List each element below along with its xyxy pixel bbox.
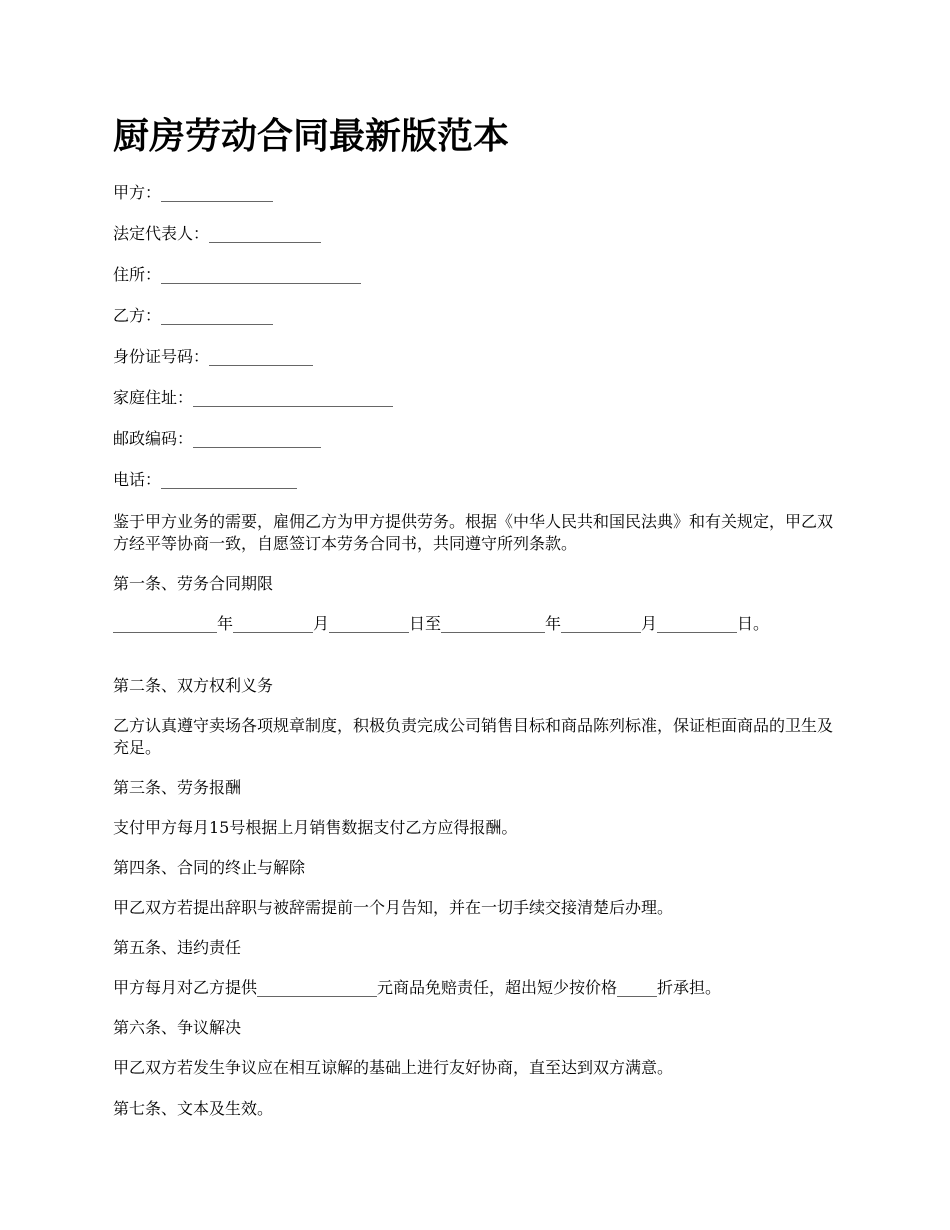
section-5-heading: 第五条、违约责任 [113,938,242,957]
section-4-body: 甲乙双方若提出辞职与被辞需提前一个月告知，并在一切手续交接清楚后办理。 [113,898,674,917]
section-5-body: 甲方每月对乙方提供_______________元商品免赔责任，超出短少按价格_____折承担。 [113,978,722,997]
section-6-heading: 第六条、争议解决 [113,1018,242,1037]
document-title: 厨房劳动合同最新版范本 [113,115,510,157]
field-party-b: 乙方：______________ [113,306,274,325]
section-7-heading: 第七条、文本及生效。 [113,1099,274,1118]
section-3-heading: 第三条、劳务报酬 [113,778,242,797]
field-legal-representative: 法定代表人：______________ [113,224,322,243]
field-home-address: 家庭住址：_________________________ [113,388,394,407]
section-4-heading: 第四条、合同的终止与解除 [113,858,306,877]
section-2-heading: 第二条、双方权利义务 [113,676,274,695]
field-party-a: 甲方：______________ [113,183,274,202]
field-phone: 电话：_________________ [113,470,298,489]
section-1-body: _____________年__________月__________日至_____________年__________月__________日。 [113,614,770,633]
section-6-body: 甲乙双方若发生争议应在相互谅解的基础上进行友好协商，直至达到双方满意。 [113,1058,674,1077]
preamble-paragraph: 鉴于甲方业务的需要，雇佣乙方为甲方提供劳务。根据《中华人民共和国民法典》和有关规定，甲乙双方经平等协商一致，自愿签订本劳务合同书，共同遵守所列条款。 [113,512,834,553]
section-3-body: 支付甲方每月15号根据上月销售数据支付乙方应得报酬。 [113,818,518,837]
field-postal-code: 邮政编码：________________ [113,429,322,448]
field-residence: 住所：_________________________ [113,265,362,284]
field-id-number: 身份证号码：_____________ [113,347,314,366]
section-1-heading: 第一条、劳务合同期限 [113,574,274,593]
section-2-body: 乙方认真遵守卖场各项规章制度，积极负责完成公司销售目标和商品陈列标准，保证柜面商品的卫生及充足。 [113,716,834,757]
